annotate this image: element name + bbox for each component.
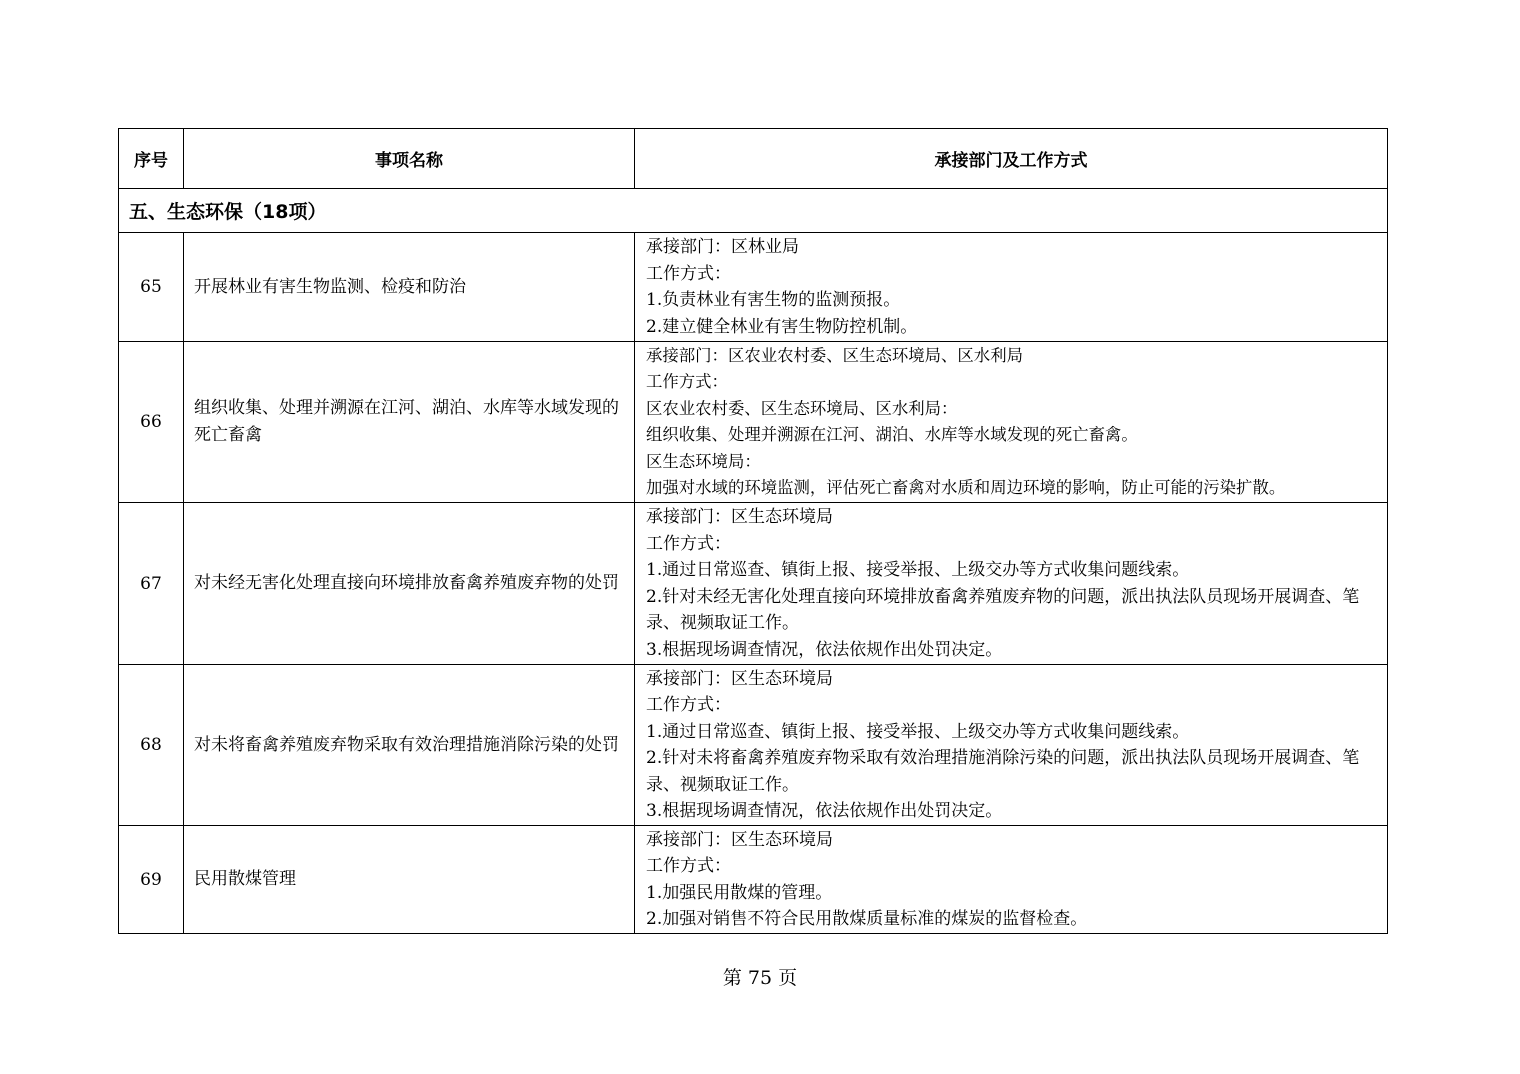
table-row — [119, 826, 1388, 934]
page-number: 第 75 页 — [722, 967, 798, 989]
method-line: 3.根据现场调查情况，依法依规作出处罚决定。 — [646, 639, 1003, 660]
method-line: 承接部门：区生态环境局 — [646, 829, 833, 850]
table-row — [119, 233, 1388, 342]
method-line: 2.建立健全林业有害生物防控机制。 — [646, 316, 918, 337]
section-row — [119, 189, 1388, 233]
header-num: 序号 — [119, 129, 184, 189]
method-line: 2.针对未经无害化处理直接向环境排放畜禽养殖废弃物的问题，派出执法队员现场开展调查、笔录、视频取证工作。 — [646, 586, 1360, 633]
header-name: 事项名称 — [184, 129, 635, 189]
method-line: 区生态环境局： — [646, 451, 761, 471]
method-line: 工作方式： — [646, 695, 731, 715]
row-number: 66 — [119, 342, 184, 503]
matters-table — [118, 128, 1388, 934]
row-method — [635, 233, 1388, 342]
row-number: 68 — [119, 665, 184, 826]
section-title: 五、生态环保（18项） — [119, 189, 1388, 233]
table-row — [119, 342, 1388, 503]
method-line: 承接部门：区农业农村委、区生态环境局、区水利局 — [646, 345, 1023, 365]
method-line: 工作方式： — [646, 856, 731, 876]
method-line: 3.根据现场调查情况，依法依规作出处罚决定。 — [646, 801, 1003, 821]
row-name: 对未将畜禽养殖废弃物采取有效治理措施消除污染的处罚 — [184, 665, 635, 826]
table-row — [119, 503, 1388, 665]
method-line: 承接部门：区生态环境局 — [646, 507, 833, 527]
row-method — [635, 503, 1388, 665]
header-row — [119, 129, 1388, 189]
row-name: 民用散煤管理 — [184, 826, 635, 934]
method-line: 1.通过日常巡查、镇街上报、接受举报、上级交办等方式收集问题线索。 — [646, 721, 1190, 742]
row-name: 对未经无害化处理直接向环境排放畜禽养殖废弃物的处罚 — [184, 503, 635, 665]
method-line: 1.负责林业有害生物的监测预报。 — [646, 290, 901, 310]
header-method: 承接部门及工作方式 — [635, 129, 1388, 189]
row-number: 65 — [119, 233, 184, 342]
method-line: 工作方式： — [646, 372, 728, 391]
row-method — [635, 665, 1388, 826]
method-line: 加强对水域的环境监测，评估死亡畜禽对水质和周边环境的影响，防止可能的污染扩散。 — [646, 478, 1286, 497]
row-number: 69 — [119, 826, 184, 934]
method-line: 区农业农村委、区生态环境局、区水利局： — [646, 398, 958, 418]
method-line: 2.针对未将畜禽养殖废弃物采取有效治理措施消除污染的问题，派出执法队员现场开展调查、笔录、视频取证工作。 — [646, 748, 1360, 795]
row-method — [635, 826, 1388, 934]
method-line: 组织收集、处理并溯源在江河、湖泊、水库等水域发现的死亡畜禽。 — [646, 425, 1138, 444]
method-line: 1.通过日常巡查、镇街上报、接受举报、上级交办等方式收集问题线索。 — [646, 560, 1190, 580]
method-line: 1.加强民用散煤的管理。 — [646, 882, 833, 903]
method-line: 承接部门：区林业局 — [646, 237, 799, 257]
row-name: 开展林业有害生物监测、检疫和防治 — [184, 233, 635, 342]
method-line: 工作方式： — [646, 263, 731, 284]
table-row — [119, 665, 1388, 826]
row-name: 组织收集、处理并溯源在江河、湖泊、水库等水域发现的死亡畜禽 — [184, 342, 635, 503]
method-line: 工作方式： — [646, 533, 731, 554]
row-method — [635, 342, 1388, 503]
row-number: 67 — [119, 503, 184, 665]
method-line: 2.加强对销售不符合民用散煤质量标准的煤炭的监督检查。 — [646, 909, 1088, 929]
method-line: 承接部门：区生态环境局 — [646, 668, 833, 689]
